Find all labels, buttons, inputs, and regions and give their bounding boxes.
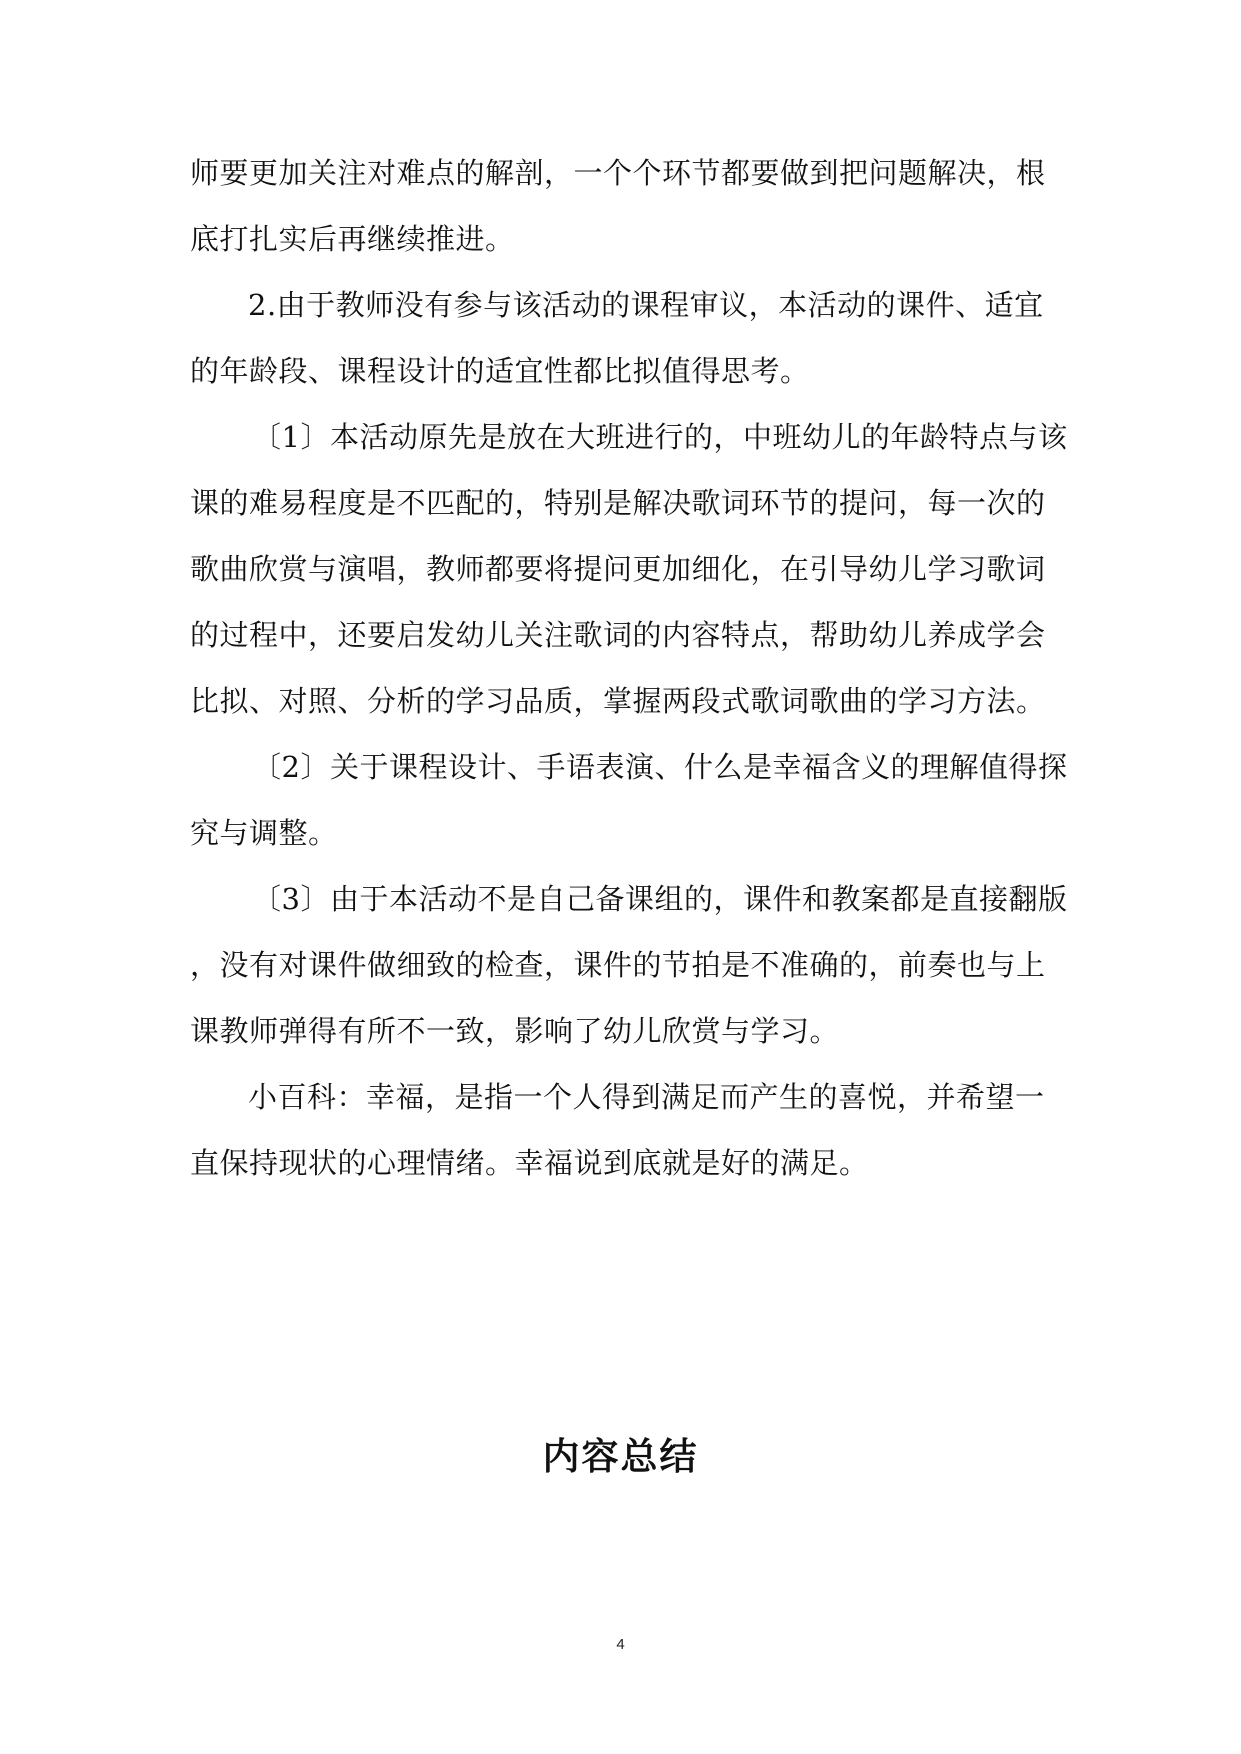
text-line: 〔2〕关于课程设计、手语表演、什么是幸福含义的理解值得探 bbox=[252, 750, 1068, 784]
text-line: 师要更加关注对难点的解剖，一个个环节都要做到把问题解决，根 bbox=[190, 156, 1046, 190]
text-line: 的过程中，还要启发幼儿关注歌词的内容特点，帮助幼儿养成学会 bbox=[190, 618, 1046, 652]
text-line: 究与调整。 bbox=[190, 816, 338, 850]
text-line: 小百科：幸福，是指一个人得到满足而产生的喜悦，并希望一 bbox=[248, 1080, 1045, 1114]
section-heading: 内容总结 bbox=[542, 1435, 699, 1478]
text-line: 〔3〕由于本活动不是自己备课组的，课件和教案都是直接翻版 bbox=[252, 882, 1068, 916]
text-line: 底打扎实后再继续推进。 bbox=[190, 222, 515, 256]
text-line: 课教师弹得有所不一致，影响了幼儿欣赏与学习。 bbox=[190, 1014, 840, 1048]
text-line: 的年龄段、课程设计的适宜性都比拟值得思考。 bbox=[190, 354, 810, 388]
text-line: ，没有对课件做细致的检查，课件的节拍是不准确的，前奏也与上 bbox=[190, 948, 1046, 982]
text-line: 直保持现状的心理情绪。幸福说到底就是好的满足。 bbox=[190, 1146, 869, 1180]
page-number: 4 bbox=[616, 1636, 625, 1653]
text-line: 比拟、对照、分析的学习品质，掌握两段式歌词歌曲的学习方法。 bbox=[190, 684, 1046, 718]
text-line: 2.由于教师没有参与该活动的课程审议，本活动的课件、适宜 bbox=[248, 288, 1044, 322]
text-line: 〔1〕本活动原先是放在大班进行的，中班幼儿的年龄特点与该 bbox=[252, 420, 1068, 454]
text-line: 歌曲欣赏与演唱，教师都要将提问更加细化，在引导幼儿学习歌词 bbox=[190, 552, 1046, 586]
body-text bbox=[190, 140, 1068, 1196]
text-line: 课的难易程度是不匹配的，特别是解决歌词环节的提问，每一次的 bbox=[190, 486, 1046, 520]
